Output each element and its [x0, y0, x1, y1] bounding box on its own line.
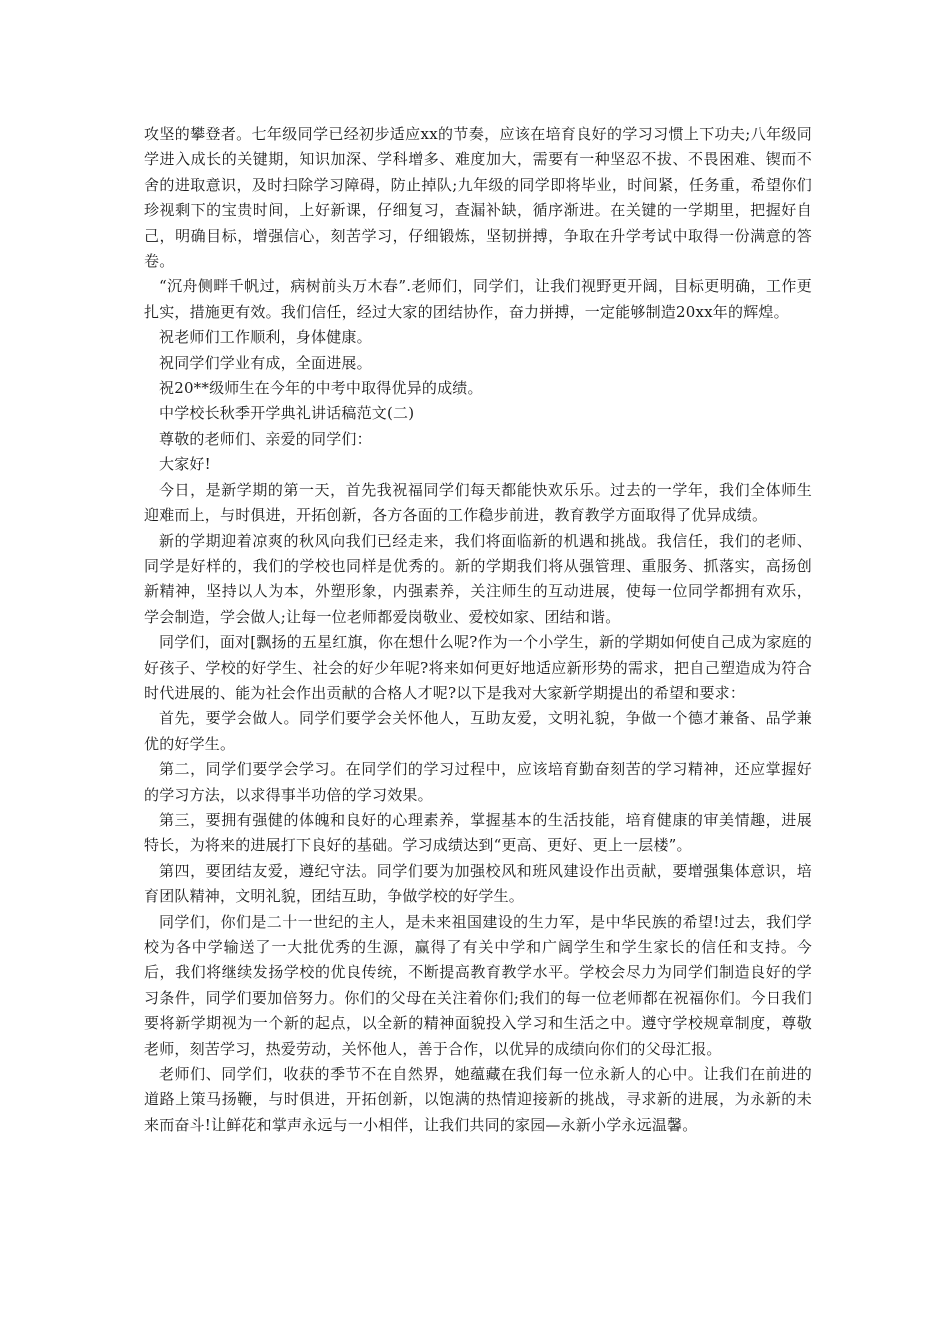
paragraph: “沉舟侧畔千帆过，病树前头万木春”.老师们，同学们，让我们视野更开阔，目标更明确，工作更扎实，措施更有效。我们信任，经过大家的团结协作，奋力拼搏，一定能够制造20xx年的辉煌。 [144, 277, 812, 321]
paragraph: 同学们，你们是二十一世纪的主人，是未来祖国建设的生力军，是中华民族的希望!过去，我们学校为各中学输送了一大批优秀的生源，赢得了有关中学和广阔学生和学生家长的信任和支持。今后，我们将继续发扬学校的优良传统，不断提高教育教学水平。学校会尽力为同学们制造良好的学习条件，同学们要加倍努力。你们的父母在关注着你们;我们的每一位老师都在祝福你们。今日我们要将新学期视为一个新的起点，以全新的精神面貌投入学习和生活之中。遵守学校规章制度，尊敬老师，刻苦学习，热爱劳动，关怀他人，善于合作，以优异的成绩向你们的父母汇报。 [144, 912, 812, 1058]
section-heading: 中学校长秋季开学典礼讲话稿范文(二) [159, 404, 415, 423]
paragraph: 老师们、同学们，收获的季节不在自然界，她蕴藏在我们每一位永新人的心中。让我们在前进的道路上策马扬鞭，与时俱进，开拓创新，以饱满的热情迎接新的挑战，寻求新的进展，为永新的未来而奋斗!让鲜花和掌声永远与一小相伴，让我们共同的家园—永新小学永远温馨。 [144, 1065, 812, 1134]
paragraph: 祝老师们工作顺利，身体健康。 [159, 328, 372, 347]
paragraph: 祝同学们学业有成，全面进展。 [159, 353, 372, 372]
paragraph: 第四，要团结友爱，遵纪守法。同学们要为加强校风和班风建设作出贡献，要增强集体意识，培育团队精神，文明礼貌，团结互助，争做学校的好学生。 [144, 861, 812, 906]
paragraph: 新的学期迎着凉爽的秋风向我们已经走来，我们将面临新的机遇和挑战。我信任，我们的老师、同学是好样的，我们的学校也同样是优秀的。新的学期我们将从强管理、重服务、抓落实，高扬创新精神，坚持以人为本，外塑形象，内强素养，关注师生的互动进展，使每一位同学都拥有欢乐，学会制造，学会做人;让每一位老师都爱岗敬业、爱校如家、团结和谐。 [144, 531, 812, 626]
paragraph: 攻坚的攀登者。七年级同学已经初步适应xx的节奏，应该在培育良好的学习习惯上下功夫;八年级同学进入成长的关键期，知识加深、学科增多、难度加大，需要有一种坚忍不拔、不畏困难、锲而不舍的进取意识，及时扫除学习障碍，防止掉队;九年级的同学即将毕业，时间紧，任务重，希望你们珍视剩下的宝贵时间，上好新课，仔细复习，查漏补缺，循序渐进。在关键的一学期里，把握好自己，明确目标，增强信心，刻苦学习，仔细锻炼，坚韧拼搏，争取在升学考试中取得一份满意的答卷。 [144, 125, 812, 271]
salutation: 尊敬的老师们、亲爱的同学们： [159, 429, 372, 448]
paragraph: 今日，是新学期的第一天，首先我祝福同学们每天都能快欢乐乐。过去的一学年，我们全体师生迎难而上，与时俱进，开拓创新，各方各面的工作稳步前进，教育教学方面取得了优异成绩。 [144, 480, 812, 525]
paragraph: 首先，要学会做人。同学们要学会关怀他人，互助友爱，文明礼貌，争做一个德才兼备、品学兼优的好学生。 [144, 709, 812, 753]
document-body [144, 122, 812, 1138]
paragraph: 祝20**级师生在今年的中考中取得优异的成绩。 [159, 379, 483, 398]
greeting: 大家好! [159, 455, 211, 474]
paragraph: 第二，同学们要学会学习。在同学们的学习过程中，应该培育勤奋刻苦的学习精神，还应掌握好的学习方法，以求得事半功倍的学习效果。 [144, 760, 812, 804]
paragraph: 第三，要拥有强健的体魄和良好的心理素养，掌握基本的生活技能，培育健康的审美情趣，进展特长，为将来的进展打下良好的基础。学习成绩达到“更高、更好、更上一层楼”。 [144, 810, 812, 855]
paragraph: 同学们，面对[飘扬的五星红旗，你在想什么呢?作为一个小学生，新的学期如何使自己成为家庭的好孩子、学校的好学生、社会的好少年呢?将来如何更好地适应新形势的需求，把自己塑造成为符合时代进展的、能为社会作出贡献的合格人才呢?以下是我对大家新学期提出的希望和要求： [144, 633, 812, 702]
